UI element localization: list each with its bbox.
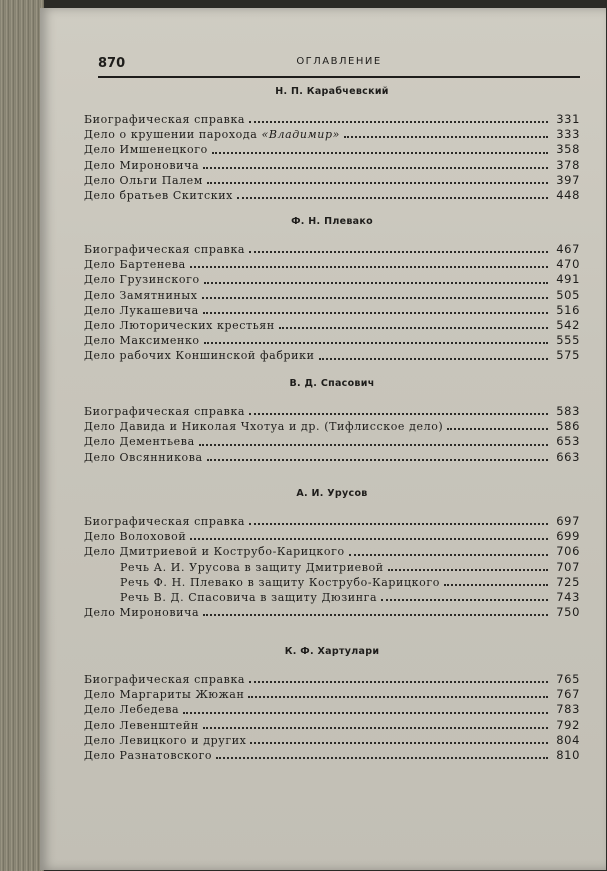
entry-title: Дело рабочих Коншинской фабрики	[84, 349, 315, 363]
entry-title	[84, 127, 340, 142]
entry-page: 358	[556, 142, 580, 157]
entry-title: Дело Имшенецкого	[84, 143, 208, 157]
dot-leader	[190, 265, 548, 268]
running-title: ОГЛАВЛЕНИЕ	[296, 56, 382, 67]
toc-entry	[84, 188, 580, 203]
entry-page: 743	[556, 589, 580, 604]
toc-entry	[84, 404, 580, 419]
toc-entry	[84, 158, 580, 173]
toc-entry	[84, 672, 580, 687]
entry-title: Дело Овсянникова	[84, 450, 203, 464]
dot-leader	[279, 326, 548, 329]
entry-title: Речь А. И. Урусова в защиту Дмитриевой	[120, 560, 384, 574]
entry-page: 331	[556, 112, 580, 126]
toc-entry	[84, 242, 580, 257]
entry-page: 725	[556, 574, 580, 589]
toc-entry	[84, 272, 580, 287]
entry-title: Биографическая справка	[84, 405, 246, 418]
dot-leader	[248, 695, 548, 698]
dot-leader	[203, 166, 548, 169]
entry-title: Дело Ольги Палем	[84, 173, 203, 187]
dot-leader	[447, 427, 548, 430]
entry-page: 699	[556, 529, 580, 544]
entry-title: Биографическая справка	[84, 673, 246, 686]
dot-leader	[190, 537, 548, 540]
dot-leader	[203, 726, 548, 729]
entry-title: Дело Волоховой	[84, 530, 187, 544]
dot-leader	[249, 250, 548, 253]
entry-title: Дело Максименко	[84, 334, 200, 348]
dot-leader	[204, 281, 548, 284]
toc-entry	[84, 733, 580, 748]
section-author: К. Ф. Хартулари	[284, 646, 380, 657]
dot-leader	[388, 568, 548, 571]
toc-entry	[84, 257, 580, 272]
dot-leader	[207, 458, 548, 461]
entry-title: Биографическая справка	[84, 243, 246, 256]
toc-entries	[84, 112, 580, 203]
dot-leader	[319, 357, 548, 360]
entry-title: Дело Разнатовского	[84, 748, 213, 762]
toc-entry	[84, 748, 580, 763]
toc-entry	[84, 333, 580, 348]
section-author: В. Д. Спасович	[289, 378, 375, 389]
entry-title: Дело Люторических крестьян	[84, 318, 275, 332]
dot-leader	[344, 135, 548, 138]
dot-leader	[207, 181, 548, 184]
entry-title: Дело Левенштейн	[84, 718, 199, 732]
toc-entries	[84, 242, 580, 364]
entry-page: 575	[556, 348, 580, 363]
entry-page: 767	[556, 687, 580, 702]
entry-page: 586	[556, 419, 580, 434]
toc-entry	[84, 288, 580, 303]
book-page-edges	[0, 0, 44, 871]
toc-entry	[84, 112, 580, 127]
entry-page: 583	[556, 404, 580, 418]
dot-leader	[203, 311, 548, 314]
entry-page: 810	[556, 747, 580, 762]
toc-entry	[84, 434, 580, 449]
entry-title: Дело братьев Скитских	[84, 188, 233, 202]
entry-title-italic: «Владимир»	[261, 128, 340, 142]
entry-page: 491	[556, 272, 580, 287]
section-author: Н. П. Карабчевский	[275, 86, 389, 97]
entry-page: 707	[556, 559, 580, 574]
section-author: А. И. Урусов	[296, 488, 368, 499]
toc-subentry	[84, 575, 580, 590]
toc-entry	[84, 318, 580, 333]
entry-page: 765	[556, 672, 580, 686]
entry-page: 653	[556, 434, 580, 449]
toc-section	[84, 84, 580, 203]
toc-entries	[84, 672, 580, 763]
toc-entry	[84, 173, 580, 188]
toc-entry	[84, 544, 580, 559]
toc-subentry	[84, 560, 580, 575]
toc-entries	[84, 404, 580, 465]
dot-leader	[203, 613, 548, 616]
toc-entry	[84, 303, 580, 318]
toc-entry	[84, 529, 580, 544]
toc-entry	[84, 142, 580, 157]
entry-page: 792	[556, 717, 580, 732]
dot-leader	[202, 296, 548, 299]
entry-title: Речь Ф. Н. Плевако в защиту Кострубо-Карицкого	[120, 575, 440, 589]
entry-page: 505	[556, 287, 580, 302]
entry-title: Дело Мироновича	[84, 606, 200, 620]
entry-title: Речь В. Д. Спасовича в защиту Дюзинга	[120, 590, 378, 604]
entry-title: Дело Мироновича	[84, 158, 200, 172]
entry-title-text: Дело о крушении парохода	[84, 128, 258, 142]
toc-entry	[84, 419, 580, 434]
entry-page: 470	[556, 257, 580, 272]
toc-entry	[84, 348, 580, 363]
toc-entry	[84, 718, 580, 733]
toc-entry	[84, 687, 580, 702]
toc-section	[84, 214, 580, 364]
toc-entry	[84, 605, 580, 620]
entry-page: 333	[556, 127, 580, 142]
entry-page: 783	[556, 702, 580, 717]
dot-leader	[381, 598, 548, 601]
entry-page: 378	[556, 157, 580, 172]
dot-leader	[349, 553, 548, 556]
entry-title: Биографическая справка	[84, 515, 246, 528]
toc-section	[84, 644, 580, 763]
entry-page: 542	[556, 317, 580, 332]
entry-page: 750	[556, 605, 580, 620]
dot-leader	[216, 756, 548, 759]
entry-title: Дело Давида и Николая Чхотуа и др. (Тифлисское дело)	[84, 420, 444, 434]
entry-page: 555	[556, 333, 580, 348]
entry-page: 804	[556, 732, 580, 747]
entry-title: Дело Бартенева	[84, 258, 186, 272]
entry-page: 663	[556, 449, 580, 464]
toc-entries	[84, 514, 580, 620]
page-number: 870	[98, 56, 126, 71]
dot-leader	[237, 196, 548, 199]
toc-entry	[84, 702, 580, 717]
dot-leader	[183, 711, 548, 714]
entry-title: Дело Лебедева	[84, 703, 180, 717]
toc-entry	[84, 450, 580, 465]
entry-title: Биографическая справка	[84, 113, 246, 126]
book-page	[40, 8, 606, 870]
entry-page: 448	[556, 187, 580, 202]
entry-page: 467	[556, 242, 580, 256]
entry-title: Дело Дмитриевой и Кострубо-Карицкого	[84, 545, 345, 559]
entry-title: Дело Левицкого и других	[84, 733, 247, 747]
page-header	[98, 52, 580, 78]
entry-title: Дело Грузинского	[84, 273, 200, 287]
dot-leader	[212, 151, 548, 154]
dot-leader	[249, 680, 548, 683]
entry-page: 516	[556, 302, 580, 317]
toc-subentry	[84, 590, 580, 605]
dot-leader	[249, 412, 548, 415]
toc-section	[84, 486, 580, 620]
entry-page: 397	[556, 172, 580, 187]
entry-title: Дело Лукашевича	[84, 303, 199, 317]
entry-title: Дело Маргариты Жюжан	[84, 688, 245, 702]
entry-page: 697	[556, 514, 580, 528]
entry-title: Дело Замятниных	[84, 288, 198, 302]
dot-leader	[250, 741, 548, 744]
entry-page: 706	[556, 544, 580, 559]
toc-entry	[84, 514, 580, 529]
dot-leader	[249, 120, 548, 123]
entry-title: Дело Дементьева	[84, 435, 195, 449]
dot-leader	[444, 583, 548, 586]
section-author: Ф. Н. Плевако	[291, 216, 373, 227]
dot-leader	[249, 522, 548, 525]
dot-leader	[199, 443, 548, 446]
toc-entry	[84, 127, 580, 142]
toc-section	[84, 376, 580, 465]
dot-leader	[204, 341, 548, 344]
